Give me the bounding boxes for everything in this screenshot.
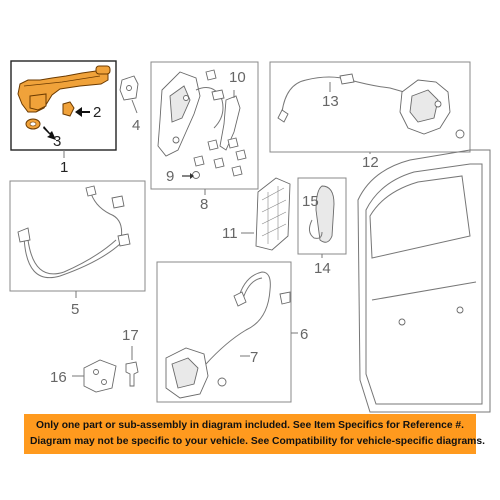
seal-part-3-hole bbox=[30, 122, 36, 126]
callout-9: 9 bbox=[166, 168, 175, 185]
cable-13-end bbox=[278, 110, 288, 122]
rear-latch-screw bbox=[456, 130, 464, 138]
latch-clip-a bbox=[206, 70, 216, 80]
group-part-5 bbox=[10, 181, 145, 318]
callout-15: 15 bbox=[302, 193, 319, 210]
disclaimer-banner bbox=[24, 414, 485, 454]
door-outer bbox=[358, 150, 490, 412]
callout-11: 11 bbox=[222, 225, 238, 242]
group-door bbox=[358, 150, 490, 412]
cable-5 bbox=[24, 190, 122, 278]
door-seam bbox=[372, 282, 476, 300]
small-part-c bbox=[208, 140, 218, 150]
callout-1: 1 bbox=[60, 159, 69, 176]
cable-6 bbox=[206, 272, 270, 364]
handle-grip-cap bbox=[96, 66, 110, 74]
group-part-4 bbox=[120, 76, 140, 134]
group-part-14 bbox=[298, 178, 346, 277]
cable-5-clip-a bbox=[112, 196, 124, 208]
small-part-a bbox=[228, 138, 238, 148]
handle-cover-piece bbox=[30, 94, 46, 110]
cable-6-top-clip bbox=[280, 292, 290, 304]
cable-5-clip-b bbox=[118, 234, 130, 246]
screw-part-2 bbox=[63, 102, 74, 116]
door-hole-b bbox=[457, 307, 463, 313]
callout-3: 3 bbox=[53, 133, 62, 150]
callout-8: 8 bbox=[200, 196, 209, 213]
latch-bolt-2 bbox=[184, 96, 189, 101]
group-parts-16-17 bbox=[50, 327, 139, 392]
callout-13: 13 bbox=[322, 93, 339, 110]
panel-bracket-11 bbox=[256, 178, 290, 250]
bracket-hole bbox=[127, 86, 132, 91]
door-window bbox=[370, 176, 470, 258]
plate-16-hole-a bbox=[94, 370, 99, 375]
latch-bolt-1 bbox=[173, 137, 179, 143]
callout-2: 2 bbox=[93, 104, 102, 121]
callout-7: 7 bbox=[250, 349, 259, 366]
callout-10: 10 bbox=[229, 69, 246, 86]
door-hole-a bbox=[399, 319, 405, 325]
group-outer-handle bbox=[11, 61, 116, 176]
callout-4: 4 bbox=[132, 117, 141, 134]
cable-13-clip bbox=[340, 74, 354, 84]
cable-5-end-b bbox=[86, 186, 96, 196]
arrow-2-icon bbox=[75, 107, 90, 117]
latch-clip-b bbox=[212, 90, 224, 100]
inner-handle-14 bbox=[316, 186, 334, 242]
plate-16-hole-b bbox=[102, 380, 107, 385]
small-part-d bbox=[194, 156, 204, 166]
callout-17: 17 bbox=[122, 327, 139, 344]
disclaimer-line-2: Diagram may not be specific to your vehicle. See Compatibility for vehicle-specific diagrams. bbox=[30, 436, 485, 447]
callout-16: 16 bbox=[50, 369, 67, 386]
callout-14: 14 bbox=[314, 260, 331, 277]
plate-16 bbox=[84, 360, 116, 392]
leader-4 bbox=[132, 100, 137, 113]
lower-latch-screw bbox=[218, 378, 226, 386]
screw-9 bbox=[193, 172, 200, 179]
callout-6: 6 bbox=[300, 326, 309, 343]
callout-5: 5 bbox=[71, 301, 80, 318]
cable-5-end-a bbox=[18, 228, 30, 242]
disclaimer-line-1: Only one part or sub-assembly in diagram included. See Item Specifics for Reference #. bbox=[35, 420, 465, 431]
small-part-b bbox=[236, 150, 246, 160]
small-part-e bbox=[214, 158, 224, 168]
callout-12: 12 bbox=[362, 154, 379, 171]
small-part-f bbox=[232, 166, 242, 176]
bolt-17 bbox=[126, 362, 138, 386]
group-part-6 bbox=[157, 262, 308, 402]
group-part-8 bbox=[151, 62, 258, 213]
rear-latch-bolt bbox=[435, 101, 441, 107]
